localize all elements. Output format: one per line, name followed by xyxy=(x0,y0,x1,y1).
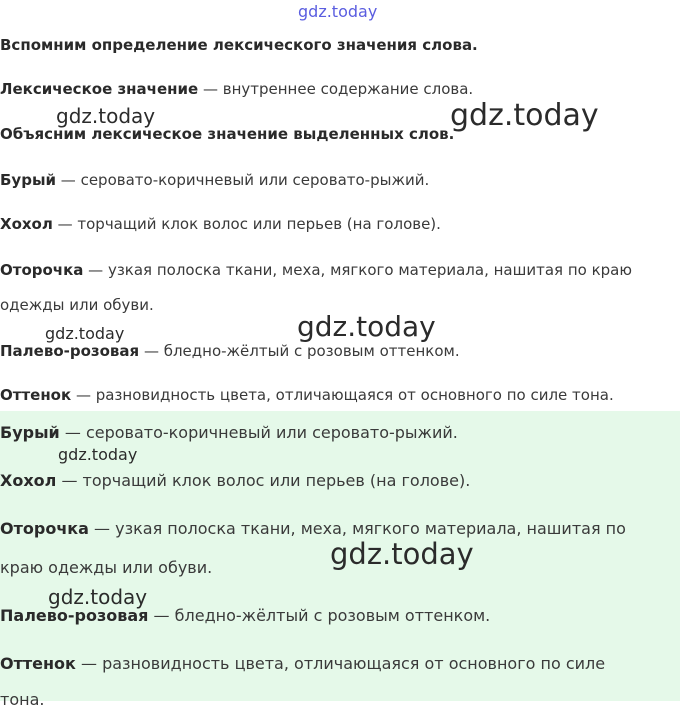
definition-item xyxy=(0,260,632,280)
definition-term: Бурый xyxy=(0,171,57,189)
definition-text: — торчащий клок волос или перьев (на голове). xyxy=(52,215,441,233)
answer-item xyxy=(0,654,605,674)
watermark-top: gdz.today xyxy=(298,2,378,21)
task-heading xyxy=(0,124,454,144)
watermark: gdz.today xyxy=(297,310,436,343)
definition-text: — узкая полоска ткани, меха, мягкого материала, нашитая по краю xyxy=(83,261,632,279)
watermark: gdz.today xyxy=(58,445,138,464)
answer-continuation: краю одежды или обуви. xyxy=(0,558,213,577)
watermark: gdz.today xyxy=(450,98,599,133)
watermark: gdz.today xyxy=(330,537,474,571)
answer-continuation: тона. xyxy=(0,690,45,709)
answer-term: Оторочка xyxy=(0,519,89,538)
intro-term: Лексическое значение xyxy=(0,80,199,98)
answer-text: — разновидность цвета, отличающаяся от основного по силе xyxy=(75,654,606,673)
answer-text: — торчащий клок волос или перьев (на голове). xyxy=(56,471,471,490)
definition-text: — разновидность цвета, отличающаяся от основного по силе тона. xyxy=(71,386,614,404)
definition-term: Оттенок xyxy=(0,386,72,404)
answer-item xyxy=(0,519,626,539)
answer-term: Палево-розовая xyxy=(0,606,149,625)
intro-heading-text: Вспомним определение лексического значения слова. xyxy=(0,36,478,54)
definition-term: Палево-розовая xyxy=(0,342,140,360)
definition-item xyxy=(0,385,614,405)
task-heading-text: Объясним лексическое значение выделенных слов. xyxy=(0,125,455,143)
answer-term: Оттенок xyxy=(0,654,76,673)
answer-text: — узкая полоска ткани, меха, мягкого материала, нашитая по xyxy=(88,519,626,538)
answer-text: — бледно-жёлтый с розовым оттенком. xyxy=(148,606,491,625)
intro-definition-text: — внутреннее содержание слова. xyxy=(198,80,474,98)
intro-definition xyxy=(0,79,473,99)
definition-term: Хохол xyxy=(0,215,53,233)
watermark: gdz.today xyxy=(48,585,148,609)
answer-item xyxy=(0,606,490,626)
definition-item xyxy=(0,214,441,234)
definition-item xyxy=(0,341,460,361)
definition-term: Оторочка xyxy=(0,261,84,279)
intro-heading xyxy=(0,35,478,55)
answer-term: Бурый xyxy=(0,423,60,442)
definition-continuation: одежды или обуви. xyxy=(0,296,154,314)
watermark: gdz.today xyxy=(45,324,125,343)
definition-text: — серовато-коричневый или серовато-рыжий. xyxy=(56,171,430,189)
answer-text: — серовато-коричневый или серовато-рыжий. xyxy=(59,423,458,442)
definition-text: — бледно-жёлтый с розовым оттенком. xyxy=(139,342,460,360)
answer-item xyxy=(0,423,458,443)
watermark: gdz.today xyxy=(56,104,156,128)
answer-item xyxy=(0,471,470,491)
answer-term: Хохол xyxy=(0,471,57,490)
definition-item xyxy=(0,170,429,190)
